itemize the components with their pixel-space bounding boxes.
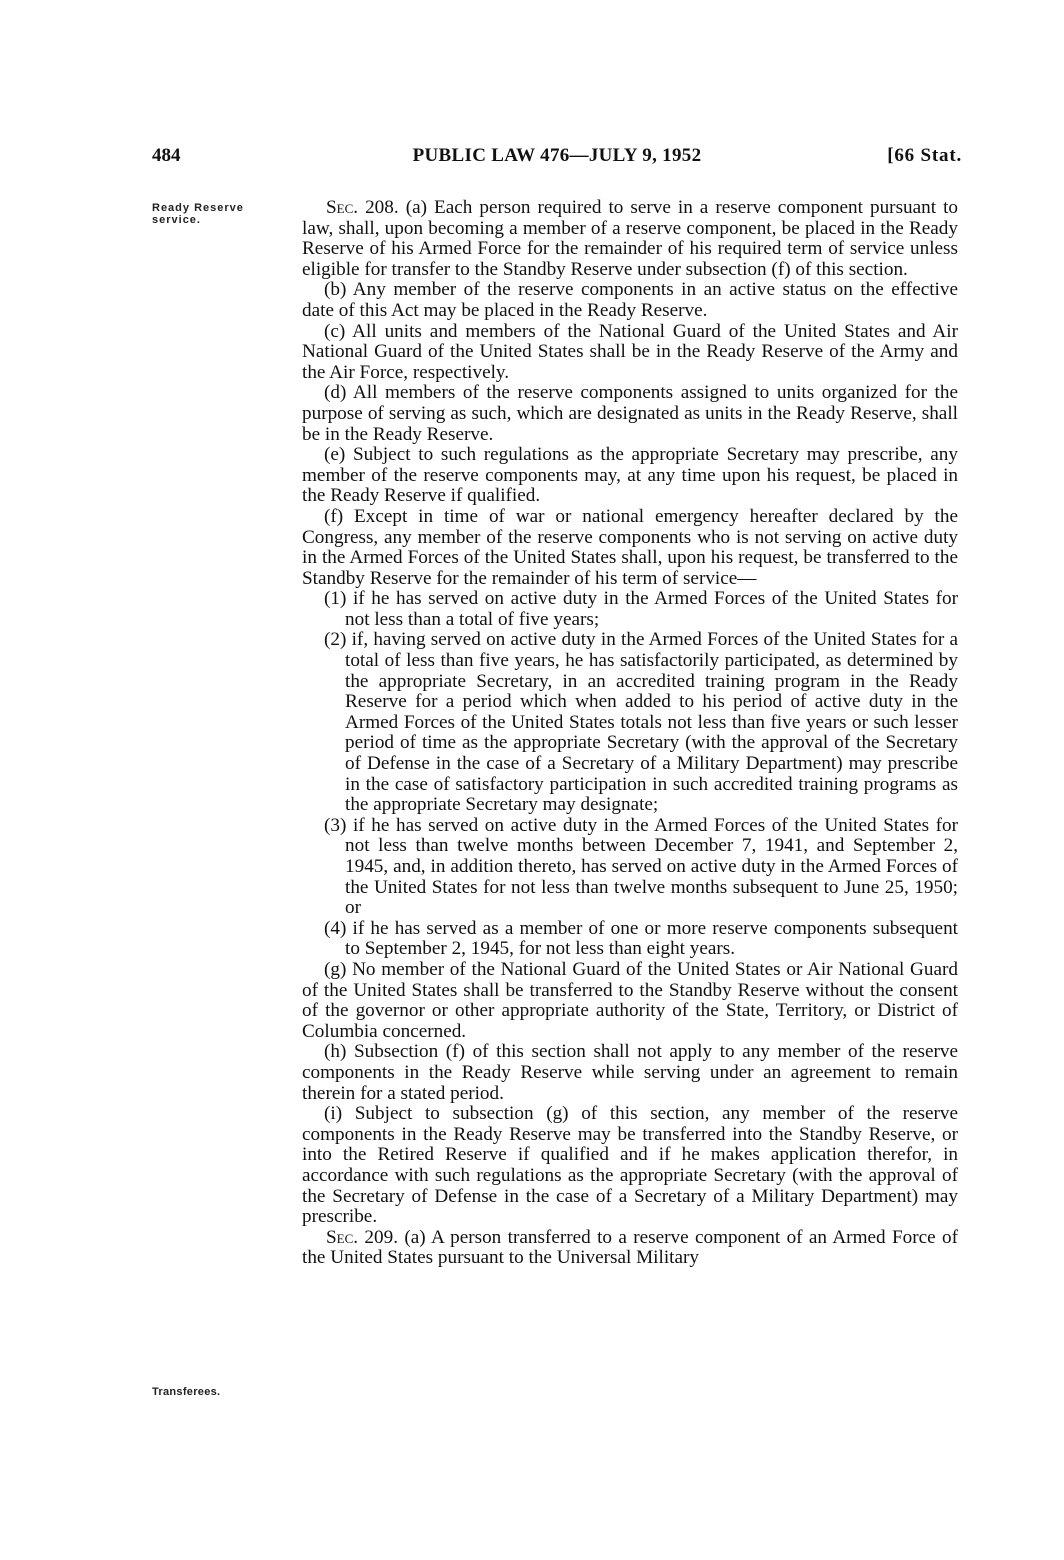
section-208-f-2: (2) if, having served on active duty in the Armed Forces of the United States for a total of less than five years, he has satisfactorily participated, as determined by the appropriate Secretary, in an accredited training program in the Ready Reserve for a period which when added to his period of active duty in the Armed Forces of the United States totals not less than five years or such lesser period of time as the appropriate Secretary (with the approval of the Secretary of Defense in the case of a Secretary of a Military Department) may prescribe in the case of satisfactory participation in such accredited training programs as the appropriate Secretary may designate; (324, 629, 958, 816)
section-208-h: (h) Subsection (f) of this section shall not apply to any member of the reserve components in the Ready Reserve while serving under an agreement to remain therein for a stated period. (302, 1041, 958, 1104)
section-208-f: (f) Except in time of war or national emergency hereafter declared by the Congress, any member of the reserve components who is not serving on active duty in the Armed Forces of the United States shall, upon his request, be transferred to the Standby Reserve for the remainder of his term of service— (302, 505, 958, 589)
section-208-f-4: (4) if he has served as a member of one or more reserve components subsequent to September 2, 1945, for not less than eight years. (324, 917, 958, 960)
section-208-e: (e) Subject to such regulations as the appropriate Secretary may prescribe, any member of the reserve components may, at any time upon his request, be placed in the Ready Reserve if qualified. (302, 444, 958, 507)
statute-reference: [66 Stat. (887, 145, 962, 166)
section-label: Sec. 209. (326, 1226, 399, 1248)
section-208-d: (d) All members of the reserve components assigned to units organized for the purpose of serving as such, which are designated as units in the Ready Reserve, shall be in the Ready Reserve. (302, 382, 958, 445)
margin-note-transferees: Transferees. (152, 1386, 221, 1398)
section-208-f-3: (3) if he has served on active duty in the Armed Forces of the United States for not less than twelve months between December 7, 1941, and September 2, 1945, and, in addition thereto, has served on active duty in the Armed Forces of the United States for not less than twelve months subsequent to June 25, 1950; or (324, 814, 958, 919)
page-number: 484 (152, 145, 181, 166)
margin-note-ready-reserve: Ready Reserve service. (152, 202, 244, 226)
section-208-b: (b) Any member of the reserve components in an active status on the effective date of this Act may be placed in the Ready Reserve. (302, 279, 958, 321)
section-208-c: (c) All units and members of the National Guard of the United States and Air National Guard of the United States shall be in the Ready Reserve of the Army and the Air Force, respectively. (302, 320, 958, 383)
section-208-a (302, 198, 958, 280)
body-text (302, 198, 958, 1269)
paragraph-text: (a) Each person required to serve in a reserve component pursuant to law, shall, upon becoming a member of a reserve component, be placed in the Ready Reserve of his Armed Force for the remainder of his required term of service unless eligible for transfer to the Standby Reserve under subsection (f) of this section. (302, 197, 958, 280)
section-label: Sec. 208. (326, 197, 399, 218)
section-208-i: (i) Subject to subsection (g) of this section, any member of the reserve components in the Ready Reserve may be transferred into the Standby Reserve, or into the Retired Reserve if qualified and if he makes application therefor, in accordance with such regulations as the appropriate Secretary (with the approval of the Secretary of Defense in the case of a Secretary of a Military Department) may prescribe. (302, 1103, 958, 1228)
paragraph-text: (a) A person transferred to a reserve component of an Armed Force of the United States pursuant to the Universal Military (302, 1226, 958, 1269)
section-209-a (302, 1228, 958, 1269)
page-title: PUBLIC LAW 476—JULY 9, 1952 (412, 145, 702, 166)
section-208-f-1: (1) if he has served on active duty in the Armed Forces of the United States for not less than a total of five years; (324, 588, 958, 630)
section-208-g: (g) No member of the National Guard of the United States or Air National Guard of the United States shall be transferred to the Standby Reserve without the consent of the governor or other appropriate authority of the State, Territory, or District of Columbia concerned. (302, 958, 958, 1042)
page-header (152, 145, 962, 171)
